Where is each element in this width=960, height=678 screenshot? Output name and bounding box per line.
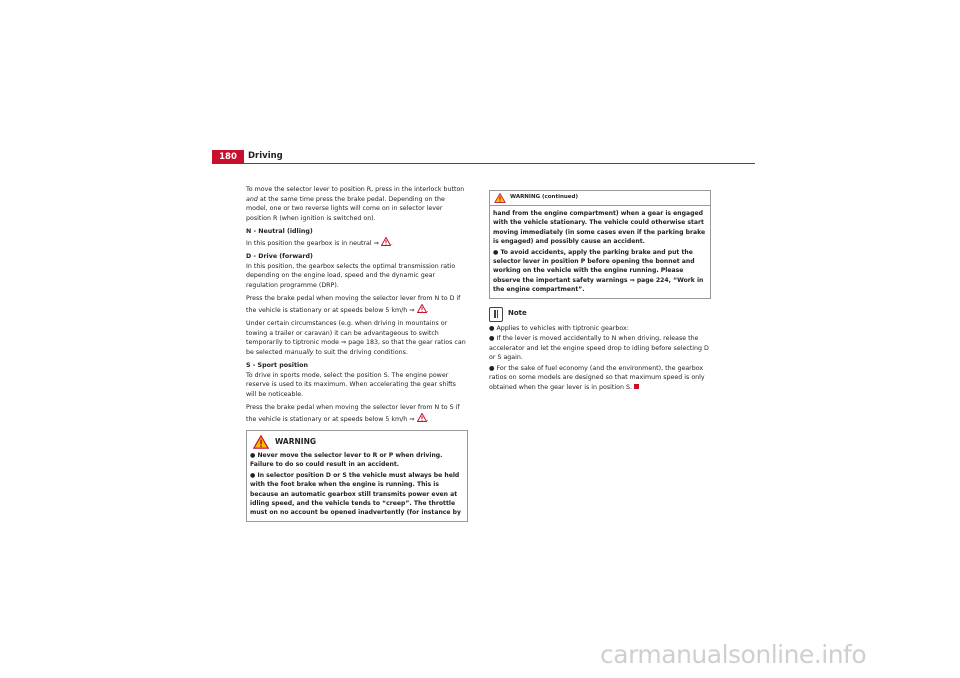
- sport-brake-text: Press the brake pedal when moving the selector lever from N to S if the vehicle is stationary or at speeds below 5 km/h ⇒ .: [246, 404, 460, 423]
- neutral-text: In this position the gearbox is in neutral ⇒ .: [246, 237, 468, 249]
- drive-heading: D - Drive (forward): [246, 253, 313, 260]
- warning-triangle-icon: [417, 413, 427, 422]
- warning-continued-text: hand from the engine compartment) when a gear is engaged with the vehicle stationary. The vehicle could otherwise start moving immediately (in some cases even if the parking brake is engaged) and possibly cause an accident.: [493, 210, 706, 246]
- warning-triangle-icon: [417, 304, 427, 313]
- warning-continued-title: WARNING (continued): [510, 194, 578, 201]
- warning-triangle-icon: [381, 237, 391, 246]
- note-item: ● Applies to vehicles with tiptronic gearbox:: [489, 324, 629, 332]
- warning-body: [247, 451, 467, 521]
- drive-brake-text: Press the brake pedal when moving the selector lever from N to D if the vehicle is stationary or at speeds below 5 km/h ⇒ .: [246, 295, 461, 314]
- warning-title: WARNING: [275, 437, 317, 447]
- warning-triangle-icon: [253, 435, 269, 449]
- warning-continued-header: [490, 191, 710, 206]
- end-of-section-icon: [634, 384, 639, 389]
- right-column: [489, 190, 711, 393]
- drive-text: In this position, the gearbox selects the optimal transmission ratio depending on the engine load, speed and the dynamic gear regulation programme (DRP).: [246, 262, 456, 289]
- warning-triangle-icon: [494, 193, 506, 203]
- warning-item: ● Never move the selector lever to R or P when driving. Failure to do so could result in an accident.: [250, 452, 443, 469]
- neutral-heading: N - Neutral (idling): [246, 228, 313, 235]
- warning-item: ● To avoid accidents, apply the parking brake and put the selector lever in position P before opening the bonnet and working on the vehicle with the engine running. Please observe the important safety warnings ⇒ page 224, “Work in the engine compartment”.: [493, 248, 704, 294]
- note-icon: [489, 307, 503, 322]
- left-column: [246, 185, 468, 522]
- warning-continued-box: [489, 190, 711, 299]
- header-rule: [212, 163, 755, 164]
- sport-text: To drive in sports mode, select the position S. The engine power reserve is used to its maximum. When accelerating the gear shifts will be noticeable.: [246, 371, 456, 398]
- note-item: ● If the lever is moved accidentally to N when driving, release the accelerator and let the engine speed drop to idling before selecting D or S again.: [489, 335, 709, 362]
- page-number: 180: [212, 150, 244, 163]
- chapter-title: Driving: [248, 151, 283, 161]
- warning-item: ● In selector position D or S the vehicle must always be held with the foot brake when the engine is running. This is because an automatic gearbox still transmits power even at idling speed, and the vehicle tends to “creep”. The throttle must on no account be opened inadvertently (for instance by: [250, 471, 461, 517]
- note-title: Note: [508, 309, 527, 318]
- watermark: carmanualsonline.info: [600, 640, 867, 669]
- intro-paragraph: To move the selector lever to position R, press in the interlock button and at the same time press the brake pedal. Depending on the model, one or two reverse lights will come on in selector lever position R (when ignition is switched on).: [246, 186, 465, 222]
- warning-header: [247, 431, 467, 451]
- warning-box: [246, 430, 468, 522]
- tiptronic-text: Under certain circumstances (e.g. when driving in mountains or towing a trailer or caravan) it can be advantageous to switch temporarily to tiptronic mode ⇒ page 183, so that the gear ratios can be selected manually to suit the driving conditions.: [246, 320, 466, 356]
- sport-heading: S - Sport position: [246, 362, 308, 369]
- note-header: [489, 307, 711, 322]
- note-item: ● For the sake of fuel economy (and the environment), the gearbox ratios on some models are designed so that maximum speed is only obtained when the gear lever is in position S.: [489, 364, 705, 391]
- warning-continued-body: [490, 206, 710, 298]
